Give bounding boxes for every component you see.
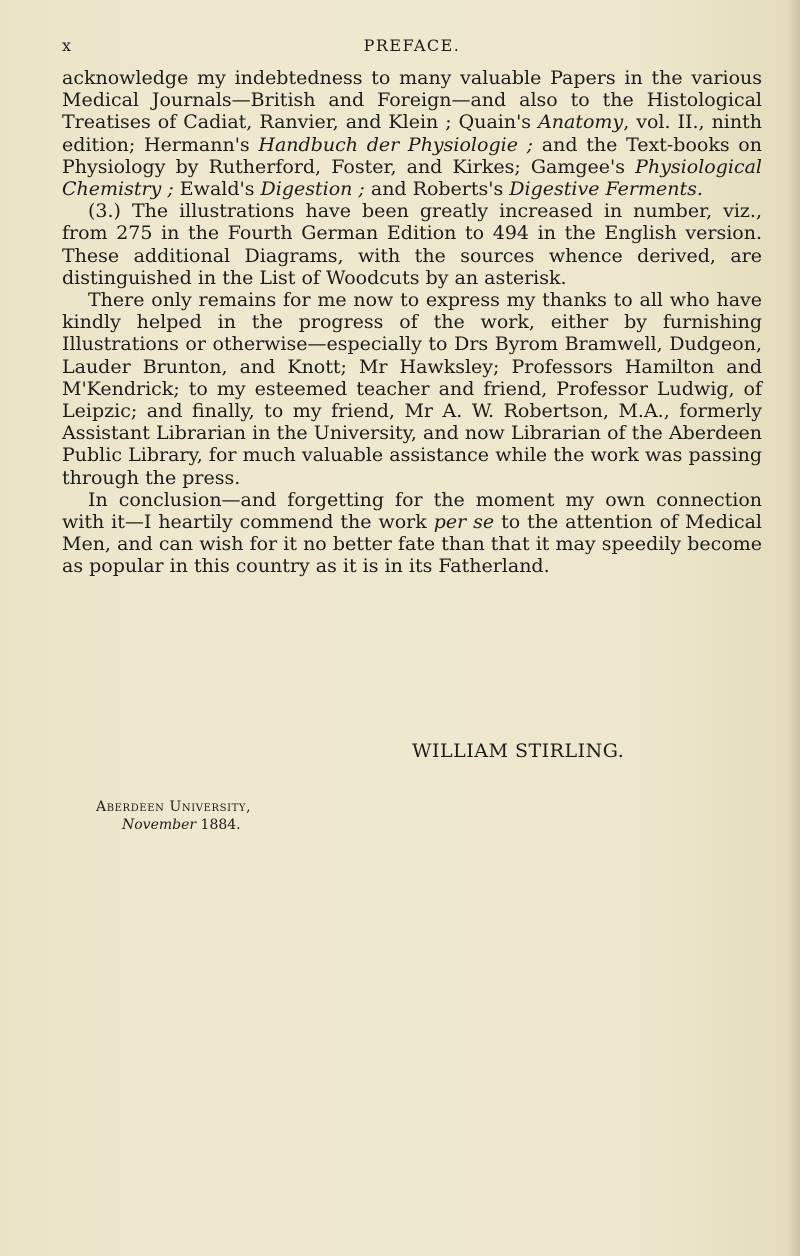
text-run: and Roberts's: [364, 178, 510, 201]
date-year: 1884.: [196, 817, 241, 833]
running-title: PREFACE.: [363, 36, 461, 55]
italic-text-run: Physiological Chemistry ;: [62, 155, 762, 201]
italic-text-run: Handbuch der Physiologie ;: [258, 133, 534, 156]
italic-text-run: Anatomy: [538, 111, 624, 134]
text-run: There only remains for me now to express my thanks to all who have kindly helped in the progress of the work, either by furnishing Illustrations or otherwise—especially to Drs Byrom Bramwell, Dudgeon, Lauder Brunton, and Knott; Mr Hawksley; Professors Hamilton and M'Kendrick; to my esteemed teacher and friend, Professor Ludwig, of Leipzic; and finally, to my friend, Mr A. W. Robertson, M.A., formerly Assistant Librarian in the University, and now Librarian of the Aberdeen Public Library, for much valuable assistance while the work was passing through the press.: [62, 289, 762, 489]
italic-text-run: Digestion ;: [260, 178, 365, 201]
text-run: Ewald's: [173, 178, 261, 201]
page-number: x: [62, 36, 73, 55]
signature-place: Aberdeen University,: [96, 799, 252, 815]
text-run: to the attention of Medical Men, and can wish for it no better fate than that it may speedily become as popular in this country as it is in its Fatherland.: [62, 511, 762, 578]
text-run: (3.) The illustrations have been greatly increased in number, viz., from 275 in the Fourth German Edition to 494 in the English version. These additional Diagrams, with the sources whence derived, are distinguished in the List of Woodcuts by an asterisk.: [62, 200, 762, 289]
page-edge-shadow: [786, 0, 800, 1256]
italic-text-run: Digestive Ferments.: [509, 178, 703, 201]
text-run: , vol. II., ninth edition; Hermann's: [62, 111, 762, 156]
text-run: In conclusion—and forgetting for the moment my own connection with it—I heartily commend the work: [62, 488, 762, 534]
preface-body: [62, 67, 762, 578]
signature-date: [122, 817, 241, 833]
italic-text-run: per se: [433, 511, 495, 534]
paragraph-conclusion: [62, 489, 762, 578]
author-signature: WILLIAM STIRLING.: [412, 740, 625, 762]
text-run: acknowledge my indebtedness to many valuable Papers in the various Medical Journals—British and Foreign—and also to the Histological Treatises of Cadiat, Ranvier, and Klein ; Quain's: [62, 67, 762, 134]
running-head: [62, 36, 762, 60]
paragraph-references: [62, 67, 762, 200]
text-run: and the Text-books on Physiology by Rutherford, Foster, and Kirkes; Gamgee's: [62, 133, 762, 178]
paragraph-thanks: [62, 289, 762, 489]
paragraph-illustrations: [62, 200, 762, 289]
date-month: November: [122, 817, 197, 833]
